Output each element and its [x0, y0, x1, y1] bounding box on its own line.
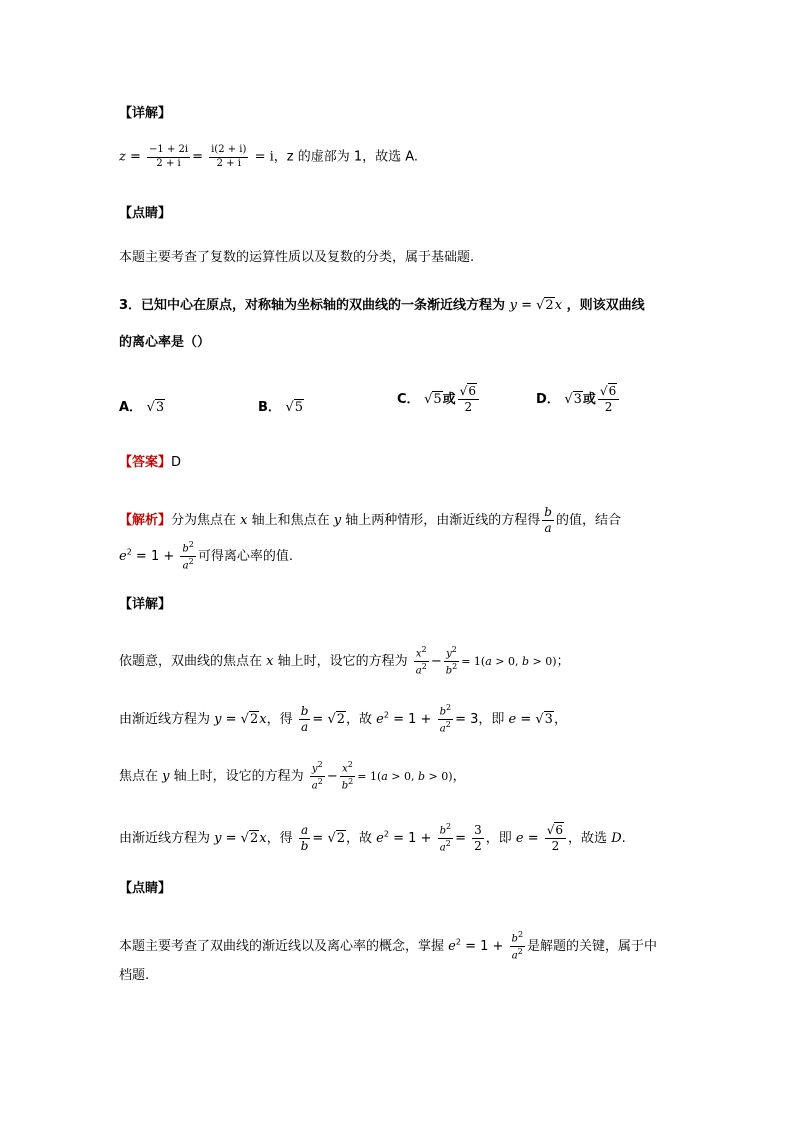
option-a-value: √3 [146, 400, 165, 415]
option-a [119, 396, 165, 415]
detail-line-4: 由渐近线方程为 y = √2x，得 $\frac{a}{b}$ = √2，故 $e^2 = 1$ + $\frac{b^2}{a^2}$ = $\frac{3}{2}$ ，即 e = $\frac{√6}{2}$ ，故选 D. [119, 822, 626, 854]
option-d: D． √3或 $\frac{√6}{2}$ [536, 384, 621, 415]
heading-note-1: 【点睛】 [119, 206, 172, 221]
heading-detail-2: 【详解】 [119, 597, 172, 612]
var-z: z [119, 149, 126, 165]
detail-line-2: 由渐近线方程为 y = √2x，得 $\frac{b}{a}$ = √2，故 $e^2 = 1$ + $\frac{b^2}{a^2}$ = 3，即 e = √3， [119, 703, 567, 735]
option-b-label: B． [258, 400, 281, 415]
option-c-label: C． [397, 392, 420, 407]
option-b [258, 396, 304, 415]
answer-line [119, 456, 181, 469]
option-d-label: D． [536, 392, 560, 407]
f2-den: 2 + i [216, 157, 241, 169]
option-b-value: √5 [285, 400, 304, 415]
fraction-2 [209, 144, 248, 170]
heading-note-2: 【点睛】 [119, 881, 172, 896]
f2-num: i(2 + i) [209, 144, 248, 158]
complex-derivation: z = $\frac{-1 + 2i}{2 + i}$ = $\frac{i(2 + i)}{2 + i}$ = i，z 的虚部为 1，故选 A. [119, 144, 419, 169]
option-a-label: A． [119, 400, 143, 415]
answer-tag: 【答案】 [119, 455, 172, 470]
note-2-line-1: 本题主要考查了双曲线的渐近线以及离心率的概念，掌握 $e^2 = 1$ + $\frac{b^2}{a^2}$ 是解题的关键，属于中 [119, 930, 658, 962]
analysis-line-2: $e^2 = 1$ + $\frac{b^2}{a^2}$ 可得离心率的值. [119, 540, 294, 572]
question-3-line-1 [119, 299, 645, 312]
option-c: C． √5或 $\frac{√6}{2}$ [397, 384, 481, 415]
heading-detail-1: 【详解】 [119, 106, 172, 121]
detail-line-1: 依题意，双曲线的焦点在 x 轴上时，设它的方程为 $\frac{x^2}{a^2}$ − $\frac{y^2}{b^2}$ = 1(a > 0, b > 0)； [119, 645, 570, 677]
q3-text-a: 3．已知中心在原点，对称轴为坐标轴的双曲线的一条渐近线方程为 [119, 298, 506, 313]
f1-den: 2 + i [156, 157, 181, 169]
fraction-1 [147, 144, 190, 170]
analysis-line-1: 【解析】分为焦点在 x 轴上和焦点在 y 轴上两种情形，由渐近线的方程得 $\frac{b}{a}$ 的值，结合 [119, 505, 621, 535]
sqrt-symbol: √2 [536, 298, 554, 313]
note-1-text: 本题主要考查了复数的运算性质以及复数的分类，属于基础题. [119, 250, 475, 265]
q3-asymptote-eq: y = √2x [509, 298, 563, 313]
detail-1-text: ，z 的虚部为 1，故选 A. [273, 149, 419, 165]
note-2-line-2: 档题. [119, 968, 150, 983]
detail-line-3: 焦点在 y 轴上时，设它的方程为 $\frac{y^2}{a^2}$ − $\frac{x^2}{b^2}$ = 1(a > 0, b > 0)， [119, 760, 466, 792]
analysis-tag: 【解析】 [119, 513, 172, 528]
q3-text-b: ，则该双曲线 [566, 298, 645, 313]
eq-result: = i [254, 149, 274, 165]
f1-num: −1 + 2i [147, 144, 190, 158]
answer-value: D [171, 455, 182, 470]
question-3-line-2: 的离心率是（） [119, 335, 211, 350]
